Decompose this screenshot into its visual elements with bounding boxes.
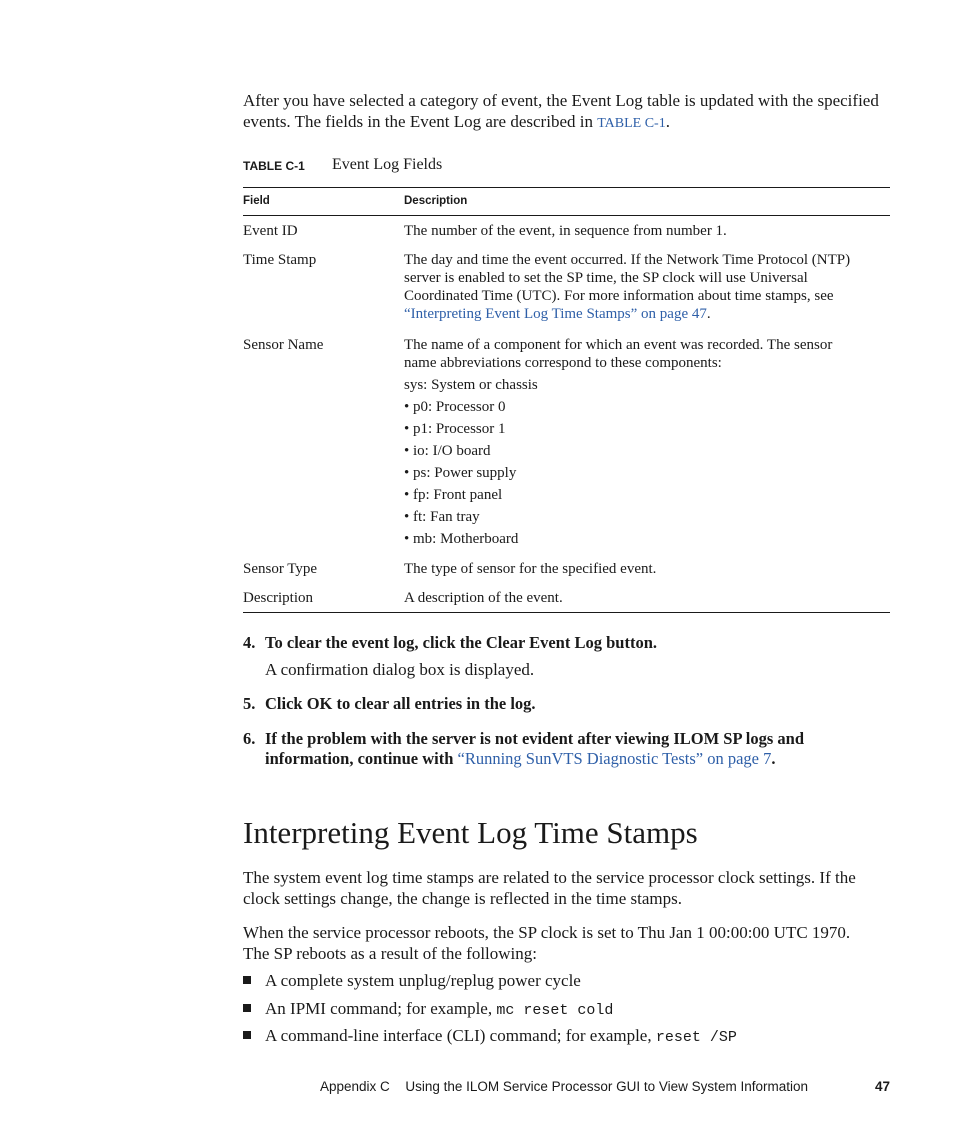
bullet-text: io: I/O board xyxy=(413,443,491,459)
step-6-text: If the problem with the server is not evident after viewing ILOM SP logs and information, continue with xyxy=(265,729,804,768)
sensor-bullet-list xyxy=(404,398,518,552)
table-row-field: Sensor Type xyxy=(243,561,318,577)
step-number: 5. xyxy=(243,694,256,713)
step-text: To clear the event log, click the Clear Event Log button. xyxy=(265,633,658,652)
code-snippet: reset /SP xyxy=(655,1029,737,1046)
intro-paragraph xyxy=(243,90,893,134)
step-number: 4. xyxy=(243,633,256,652)
sensor-bullet: • p1: Processor 1 xyxy=(404,421,506,437)
table-row-field: Sensor Name xyxy=(243,337,324,353)
square-bullet-icon xyxy=(243,1004,251,1012)
table-c1-link[interactable]: TABLE C-1 xyxy=(597,116,666,131)
sensor-bullet: • mb: Motherboard xyxy=(404,531,519,547)
time-stamp-end: . xyxy=(706,306,711,322)
sensor-bullet: • p0: Processor 0 xyxy=(404,399,506,415)
table-row-desc: A description of the event. xyxy=(404,590,563,606)
bullet-text: An IPMI command; for example, xyxy=(265,999,497,1018)
bullet-text: mb: Motherboard xyxy=(413,531,519,547)
sensor-bullet: • ps: Power supply xyxy=(404,465,517,481)
col-header-description: Description xyxy=(404,195,468,207)
section-paragraph: When the service processor reboots, the SP clock is set to Thu Jan 1 00:00:00 UTC 1970. The SP reboots as a result of the following: xyxy=(243,923,851,963)
table-top-rule xyxy=(243,187,890,188)
footer-title: Using the ILOM Service Processor GUI to View System Information xyxy=(405,1079,808,1094)
intro-end: . xyxy=(665,112,670,131)
table-row-desc xyxy=(404,251,874,323)
col-header-field: Field xyxy=(243,195,270,207)
table-row-desc: The number of the event, in sequence from number 1. xyxy=(404,223,727,239)
square-bullet-icon xyxy=(243,1031,251,1039)
section-title: Interpreting Event Log Time Stamps xyxy=(243,815,698,850)
step-note: A confirmation dialog box is displayed. xyxy=(265,660,535,679)
table-row-desc: The name of a component for which an event was recorded. The sensor name abbreviations correspond to these components: xyxy=(404,337,833,371)
table-row-field: Event ID xyxy=(243,223,298,239)
code-snippet: mc reset cold xyxy=(496,1002,614,1019)
bullet-text: ft: Fan tray xyxy=(413,509,480,525)
step-text: Click OK to clear all entries in the log. xyxy=(265,694,536,713)
section-bullet xyxy=(265,998,613,1021)
footer-chapter: Appendix C xyxy=(320,1079,390,1094)
step-text xyxy=(265,729,890,769)
interpreting-time-stamps-link[interactable]: “Interpreting Event Log Time Stamps” on page 47 xyxy=(404,306,707,322)
section-bullet: A complete system unplug/replug power cycle xyxy=(265,971,581,990)
step-number: 6. xyxy=(243,729,256,748)
sensor-bullet: • fp: Front panel xyxy=(404,487,503,503)
step-6-end: . xyxy=(771,749,776,768)
bullet-text: fp: Front panel xyxy=(413,487,503,503)
bullet-text: A command-line interface (CLI) command; for example, xyxy=(265,1026,656,1045)
table-row-desc: The type of sensor for the specified event. xyxy=(404,561,657,577)
footer-page-number: 47 xyxy=(874,1079,890,1094)
bullet-text: p1: Processor 1 xyxy=(413,421,506,437)
sensor-bullet: • io: I/O board xyxy=(404,443,491,459)
footer xyxy=(320,1079,890,1094)
intro-text: After you have selected a category of event, the Event Log table is updated with the specified events. The fields in the Event Log are described in xyxy=(243,91,879,131)
bullet-text: ps: Power supply xyxy=(413,465,517,481)
table-header-rule xyxy=(243,215,890,216)
table-row-field: Description xyxy=(243,590,313,606)
table-bottom-rule xyxy=(243,612,890,613)
time-stamp-desc: The day and time the event occurred. If the Network Time Protocol (NTP) server is enabled to set the SP time, the SP clock will use Universal Coordinated Time (UTC). For more information about time stamps, see xyxy=(404,252,851,304)
section-paragraph: The system event log time stamps are related to the service processor clock settings. If the clock settings change, the change is reflected in the time stamps. xyxy=(243,868,856,908)
running-sunvts-link[interactable]: “Running SunVTS Diagnostic Tests” on page 7 xyxy=(457,749,772,768)
bullet-text: p0: Processor 0 xyxy=(413,399,506,415)
table-caption-title: Event Log Fields xyxy=(332,156,443,173)
sensor-bullet: • ft: Fan tray xyxy=(404,509,480,525)
square-bullet-icon xyxy=(243,976,251,984)
table-caption-label: TABLE C-1 xyxy=(243,159,305,173)
sensor-sub-text: sys: System or chassis xyxy=(404,377,538,393)
section-bullet xyxy=(265,1025,737,1048)
table-row-field: Time Stamp xyxy=(243,252,317,268)
